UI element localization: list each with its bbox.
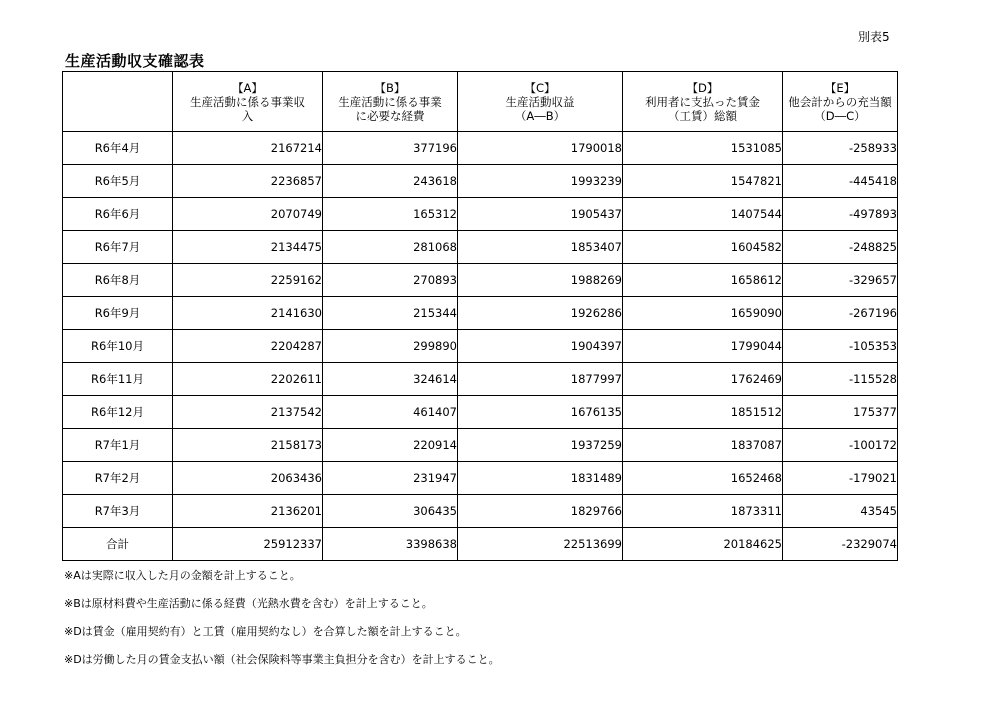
cell-d: 1799044: [623, 330, 783, 363]
cell-b: 270893: [323, 264, 458, 297]
cell-c: 1790018: [458, 132, 623, 165]
cell-c: 1877997: [458, 363, 623, 396]
header-line: 生産活動に係る事業収: [190, 94, 305, 109]
cell-a: 2259162: [173, 264, 323, 297]
row-label: R7年3月: [63, 495, 173, 528]
cell-d: 1837087: [623, 429, 783, 462]
cell-b: 461407: [323, 396, 458, 429]
cell-c: 1905437: [458, 198, 623, 231]
row-label: R6年10月: [63, 330, 173, 363]
cell-d: 1659090: [623, 297, 783, 330]
table-row: [63, 264, 898, 297]
cell-c: 1676135: [458, 396, 623, 429]
header-code: 【A】: [232, 80, 263, 95]
cell-e: -248825: [783, 231, 898, 264]
table-row: [63, 462, 898, 495]
cell-b: 220914: [323, 429, 458, 462]
total-row: [63, 528, 898, 561]
table-row: [63, 363, 898, 396]
cell-a: 25912337: [173, 528, 323, 561]
table-row: [63, 132, 898, 165]
header-line: 他会計からの充当額: [788, 94, 892, 109]
cell-b: 231947: [323, 462, 458, 495]
header-line: に必要な経費: [355, 108, 425, 123]
cell-d: 1652468: [623, 462, 783, 495]
header-line: （D―C）: [814, 108, 866, 123]
cell-c: 1853407: [458, 231, 623, 264]
cell-e: -2329074: [783, 528, 898, 561]
cell-e: -179021: [783, 462, 898, 495]
cell-a: 2134475: [173, 231, 323, 264]
cell-d: 1851512: [623, 396, 783, 429]
cell-c: 1937259: [458, 429, 623, 462]
cell-e: 43545: [783, 495, 898, 528]
cell-d: 1407544: [623, 198, 783, 231]
cell-c: 1993239: [458, 165, 623, 198]
cell-e: 175377: [783, 396, 898, 429]
cell-a: 2141630: [173, 297, 323, 330]
cell-e: -497893: [783, 198, 898, 231]
cell-b: 3398638: [323, 528, 458, 561]
cell-d: 1547821: [623, 165, 783, 198]
cell-c: 1926286: [458, 297, 623, 330]
cell-b: 299890: [323, 330, 458, 363]
header-code: 【E】: [824, 80, 856, 95]
table-row: [63, 165, 898, 198]
table-row: [63, 231, 898, 264]
cell-a: 2070749: [173, 198, 323, 231]
header-line: 入: [241, 108, 254, 123]
cell-b: 165312: [323, 198, 458, 231]
cell-b: 243618: [323, 165, 458, 198]
header-col-a: [173, 72, 323, 132]
document-title: 生産活動収支確認表: [65, 52, 205, 70]
row-label: R6年12月: [63, 396, 173, 429]
cell-b: 281068: [323, 231, 458, 264]
row-label: R7年1月: [63, 429, 173, 462]
cell-a: 2137542: [173, 396, 323, 429]
cell-c: 1829766: [458, 495, 623, 528]
cell-e: -258933: [783, 132, 898, 165]
cell-b: 215344: [323, 297, 458, 330]
table-body: [63, 132, 898, 561]
header-line: 生産活動収益: [505, 94, 575, 109]
header-line: 生産活動に係る事業: [338, 94, 442, 109]
income-expense-table: [62, 71, 898, 561]
header-line: （工賃）総額: [668, 108, 737, 123]
cell-c: 1988269: [458, 264, 623, 297]
cell-e: -329657: [783, 264, 898, 297]
note-item: ※Dは賃金（雇用契約有）と工賃（雇用契約なし）を合算した額を計上すること。: [64, 625, 467, 638]
table-header-row: [63, 72, 898, 132]
cell-d: 1604582: [623, 231, 783, 264]
header-code: 【C】: [524, 80, 556, 95]
header-col-d: [623, 72, 783, 132]
cell-a: 2158173: [173, 429, 323, 462]
cell-d: 1658612: [623, 264, 783, 297]
table-row: [63, 198, 898, 231]
header-code: 【B】: [374, 80, 406, 95]
note-item: ※Bは原材料費や生産活動に係る経費（光熱水費を含む）を計上すること。: [64, 597, 433, 610]
note-item: ※Dは労働した月の賃金支払い額（社会保険料等事業主負担分を含む）を計上すること。: [64, 653, 500, 666]
row-label: R6年9月: [63, 297, 173, 330]
cell-b: 324614: [323, 363, 458, 396]
cell-a: 2236857: [173, 165, 323, 198]
row-label: R6年8月: [63, 264, 173, 297]
table-row: [63, 396, 898, 429]
row-label: R6年5月: [63, 165, 173, 198]
header-col-e: [783, 72, 898, 132]
notes: [64, 570, 500, 682]
header-line: （A―B）: [514, 108, 566, 123]
row-label: R6年7月: [63, 231, 173, 264]
table-row: [63, 297, 898, 330]
cell-d: 1762469: [623, 363, 783, 396]
header-col-b: [323, 72, 458, 132]
cell-a: 2204287: [173, 330, 323, 363]
row-label: R6年4月: [63, 132, 173, 165]
cell-c: 1831489: [458, 462, 623, 495]
cell-c: 22513699: [458, 528, 623, 561]
cell-e: -445418: [783, 165, 898, 198]
header-corner: [63, 72, 173, 132]
cell-b: 377196: [323, 132, 458, 165]
table-row: [63, 330, 898, 363]
table-row: [63, 429, 898, 462]
cell-e: -115528: [783, 363, 898, 396]
cell-d: 1531085: [623, 132, 783, 165]
cell-d: 1873311: [623, 495, 783, 528]
header-col-c: [458, 72, 623, 132]
cell-e: -100172: [783, 429, 898, 462]
note-item: ※Aは実際に収入した月の金額を計上すること。: [64, 569, 301, 582]
cell-d: 20184625: [623, 528, 783, 561]
row-label: R7年2月: [63, 462, 173, 495]
row-label: R6年6月: [63, 198, 173, 231]
cell-b: 306435: [323, 495, 458, 528]
cell-a: 2136201: [173, 495, 323, 528]
cell-c: 1904397: [458, 330, 623, 363]
cell-e: -267196: [783, 297, 898, 330]
cell-a: 2167214: [173, 132, 323, 165]
header-code: 【D】: [686, 80, 719, 95]
table-row: [63, 495, 898, 528]
cell-a: 2063436: [173, 462, 323, 495]
cell-e: -105353: [783, 330, 898, 363]
cell-a: 2202611: [173, 363, 323, 396]
row-label: 合計: [63, 528, 173, 561]
row-label: R6年11月: [63, 363, 173, 396]
annex-label: 別表5: [858, 30, 890, 44]
header-line: 利用者に支払った賃金: [645, 94, 760, 109]
